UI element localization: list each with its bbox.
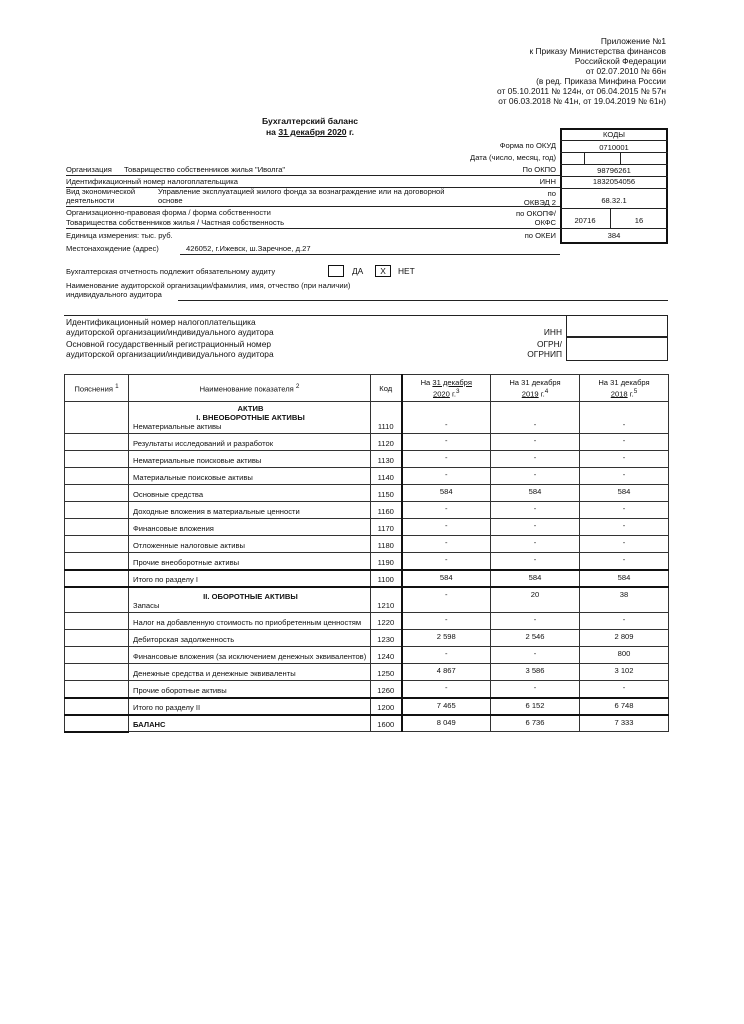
okpo-value: 98796261 [597,166,631,175]
balance-table [64,374,669,733]
inn-value: 1832054056 [592,177,636,186]
opf-label: Организационно-правовая форма / форма собственности [66,208,271,217]
value-cell-v3: 6 748 [580,698,669,715]
indicator-code: 1600 [371,715,402,732]
activity-value-line1: Управление эксплуатацией жилого фонда за вознаграждение или на договорной [158,187,445,196]
okved-label-line1: по [547,189,556,198]
auditor-inn-label [66,317,274,337]
indicator-name: Дебиторская задолженность [133,635,235,644]
auditor-name-label-line2: индивидуального аудитора [66,290,162,299]
auditor-ogrn-code [470,339,562,359]
table-row [65,681,669,698]
indicator-name-cell [129,434,371,451]
inn-code-label: ИНН [539,177,556,186]
okopf-label [380,209,556,227]
notes-cell [65,715,129,732]
appendix-line: Приложение №1 [600,36,666,46]
value-cell-v2: - [491,613,580,630]
value-cell-v2: - [491,519,580,536]
okved-value: 68.32.1 [601,196,627,205]
value-cell-v3: - [580,402,669,434]
indicator-name: Нематериальные активы [133,422,222,431]
value-cell-v1: - [402,587,491,613]
audit-question: Бухгалтерская отчетность подлежит обязательному аудиту [66,267,276,276]
table-row [65,519,669,536]
value-cell-v1: 2 598 [402,630,491,647]
auditor-inn-code: ИНН [543,327,562,337]
auditor-ogrn-label [66,339,274,359]
value-cell-v2: 2 546 [491,630,580,647]
indicator-name: Прочие внеоборотные активы [133,557,240,567]
auditor-name-label-line1: Наименование аудиторской организации/фамилия, имя, отчество (при наличии) [66,281,351,290]
header-col-2018: На 31 декабря 2018 г.$^5$ [580,375,669,402]
indicator-code: 1180 [371,536,402,553]
activity-label-line1: Вид экономической [66,187,136,196]
table-row [65,468,669,485]
table-row [65,698,669,715]
value-cell-v1: 8 049 [402,715,491,732]
value-cell-v3: - [580,468,669,485]
table-row [65,434,669,451]
value-cell-v2: 3 586 [491,664,580,681]
indicator-name-cell [129,536,371,553]
value-cell-v1: - [402,402,491,434]
value-cell-v3: - [580,519,669,536]
indicator-name: Финансовые вложения [133,524,214,533]
indicator-name: Итого по разделу I [133,574,198,584]
indicator-code: 1110 [371,402,402,434]
section-active-heading: АКТИВ [237,404,264,413]
value-cell-v1: - [402,613,491,630]
indicator-code: 1170 [371,519,402,536]
appendix-line: к Приказу Министерства финансов [529,46,666,56]
table-row [65,630,669,647]
appendix-line: (в ред. Приказа Минфина России [536,76,666,86]
table-row [65,715,669,732]
value-cell-v2: 6 736 [491,715,580,732]
okud-label: Форма по ОКУД [499,141,556,150]
indicator-name-cell [129,587,371,613]
table-header-row [65,375,669,402]
date-label: Дата (число, месяц, год) [470,153,556,162]
notes-cell [65,402,129,434]
auditor-ogrn-line2: аудиторской организации/индивидуального аудитора [66,349,274,359]
value-cell-v3: - [580,613,669,630]
indicator-code: 1190 [371,553,402,570]
value-cell-v1: - [402,468,491,485]
indicator-name: БАЛАНС [133,720,166,729]
notes-cell [65,502,129,519]
page-title [220,116,400,138]
okopf-label-line1: по ОКОПФ/ [516,209,556,218]
value-cell-v2: - [491,402,580,434]
auditor-ogrn-code-line2: ОГРНИП [527,349,562,359]
value-cell-v1: - [402,451,491,468]
activity-label [66,187,135,205]
audit-no-label: НЕТ [398,266,415,276]
audit-yes-label: ДА [352,266,364,276]
value-cell-v1: - [402,519,491,536]
inn-label: Идентификационный номер налогоплательщика [66,177,238,186]
value-cell-v2: 6 152 [491,698,580,715]
header-col-2020: На 31 декабря 2020 г.$^3$ [402,375,491,402]
table-row [65,502,669,519]
auditor-inn-box[interactable] [566,315,668,337]
indicator-name-cell [129,570,371,587]
section-2-heading: II. ОБОРОТНЫЕ АКТИВЫ [203,592,298,601]
value-cell-v1: 4 867 [402,664,491,681]
org-label: Организация [66,165,112,174]
notes-cell [65,570,129,587]
activity-label-line2: деятельности [66,196,115,205]
value-cell-v3: 584 [580,485,669,502]
activity-value [158,187,445,205]
auditor-name-label [66,281,350,299]
value-cell-v2: 584 [491,485,580,502]
value-cell-v1: - [402,681,491,698]
notes-cell [65,647,129,664]
table-row [65,536,669,553]
indicator-name: Налог на добавленную стоимость по приобретенным ценностям [133,618,362,627]
value-cell-v1: 7 465 [402,698,491,715]
table-row [65,485,669,502]
notes-cell [65,587,129,613]
title-date-line: на 31 декабря 2020 г. [265,127,355,137]
notes-cell [65,613,129,630]
indicator-code: 1220 [371,613,402,630]
indicator-code: 1120 [371,434,402,451]
indicator-code: 1260 [371,681,402,698]
appendix-line: от 05.10.2011 № 124н, от 06.04.2015 № 57н [497,86,666,96]
indicator-name-cell [129,451,371,468]
indicator-code: 1130 [371,451,402,468]
table-row [65,402,669,434]
value-cell-v3: 800 [580,647,669,664]
title-date: 31 декабря 2020 [278,127,347,137]
indicator-name: Итого по разделу II [133,702,201,712]
indicator-code: 1140 [371,468,402,485]
okved-label-line2: ОКВЭД 2 [523,198,556,207]
appendix-line: от 06.03.2018 № 41н, от 19.04.2019 № 61н) [498,96,666,106]
auditor-ogrn-box[interactable] [566,337,668,361]
value-cell-v3: - [580,553,669,570]
appendix-line: Российской Федерации [574,56,666,66]
indicator-name-cell [129,553,371,570]
value-cell-v3: 3 102 [580,664,669,681]
indicator-name-cell [129,468,371,485]
activity-value-line2: основе [158,196,183,205]
value-cell-v2: - [491,536,580,553]
indicator-code: 1150 [371,485,402,502]
indicator-name: Основные средства [133,490,204,499]
header-code: Код [371,375,402,402]
value-cell-v2: - [491,553,580,570]
indicator-code: 1210 [371,587,402,613]
value-cell-v2: - [491,647,580,664]
value-cell-v2: - [491,502,580,519]
indicator-name-cell [129,715,371,732]
value-cell-v1: - [402,502,491,519]
indicator-name-cell [129,698,371,715]
header-col-2019: На 31 декабря 2019 г.$^4$ [491,375,580,402]
value-cell-v1: 584 [402,570,491,587]
codes-header: КОДЫ [603,130,625,139]
okei-label: по ОКЕИ [524,231,556,240]
header-notes: Пояснения $^1$ [65,375,129,402]
okopf-label-line2: ОКФС [534,218,556,227]
value-cell-v2: - [491,468,580,485]
notes-cell [65,519,129,536]
notes-cell [65,681,129,698]
audit-yes-checkbox[interactable] [328,265,344,277]
value-cell-v3: 2 809 [580,630,669,647]
auditor-inn-line1: Идентификационный номер налогоплательщика [66,317,256,327]
value-cell-v3: - [580,434,669,451]
value-cell-v2: - [491,681,580,698]
title-line: Бухгалтерский баланс [261,116,359,126]
indicator-code: 1160 [371,502,402,519]
table-row [65,664,669,681]
okud-value: 0710001 [599,143,629,152]
table-row [65,647,669,664]
value-cell-v1: - [402,434,491,451]
indicator-name-cell [129,485,371,502]
notes-cell [65,468,129,485]
okfs-value: 16 [634,216,644,225]
indicator-name: Отложенные налоговые активы [133,541,246,550]
indicator-name-cell [129,519,371,536]
indicator-name: Финансовые вложения (за исключением денежных эквивалентов) [133,652,367,661]
value-cell-v1: - [402,536,491,553]
notes-cell [65,553,129,570]
table-row [65,587,669,613]
indicator-code: 1100 [371,570,402,587]
value-cell-v1: 584 [402,485,491,502]
value-cell-v3: - [580,681,669,698]
appendix-block [406,36,666,106]
section-1-heading: I. ВНЕОБОРОТНЫЕ АКТИВЫ [196,413,305,422]
address-label: Местонахождение (адрес) [66,244,159,253]
indicator-code: 1230 [371,630,402,647]
indicator-name-cell [129,502,371,519]
value-cell-v3: 7 333 [580,715,669,732]
value-cell-v2: - [491,434,580,451]
table-row [65,553,669,570]
indicator-name-cell [129,681,371,698]
notes-cell [65,664,129,681]
table-row [65,451,669,468]
indicator-name-cell [129,647,371,664]
indicator-name-cell [129,613,371,630]
indicator-name-cell [129,664,371,681]
value-cell-v3: - [580,451,669,468]
indicator-name: Материальные поисковые активы [133,473,253,482]
indicator-name-cell [129,402,371,434]
notes-cell [65,434,129,451]
indicator-code: 1250 [371,664,402,681]
value-cell-v3: 38 [580,587,669,613]
indicator-code: 1240 [371,647,402,664]
notes-cell [65,451,129,468]
appendix-line: от 02.07.2010 № 66н [585,66,666,76]
table-body [65,402,669,732]
notes-cell [65,485,129,502]
indicator-name-cell [129,630,371,647]
auditor-ogrn-code-line1: ОГРН/ [536,339,562,349]
auditor-ogrn-line1: Основной государственный регистрационный номер [66,339,272,349]
value-cell-v3: - [580,536,669,553]
address-value: 426052, г.Ижевск, ш.Заречное, д.27 [186,244,311,253]
table-row [65,570,669,587]
okopf-value: 20716 [574,216,596,225]
unit-label: Единица измерения: тыс. руб. [66,231,173,240]
notes-cell [65,698,129,715]
value-cell-v3: 584 [580,570,669,587]
notes-cell [65,630,129,647]
value-cell-v2: - [491,451,580,468]
value-cell-v2: 584 [491,570,580,587]
indicator-name: Результаты исследований и разработок [133,439,274,448]
value-cell-v2: 20 [491,587,580,613]
org-value: Товарищество собственников жилья "Иволга" [124,165,286,174]
value-cell-v1: - [402,553,491,570]
opf-value: Товарищества собственников жилья / Частная собственность [66,218,285,227]
okpo-label: По ОКПО [522,165,556,174]
value-cell-v3: - [580,502,669,519]
indicator-name: Запасы [133,601,160,610]
audit-no-checkbox[interactable]: X [375,265,391,277]
indicator-name: Доходные вложения в материальные ценности [133,507,300,516]
indicator-name: Денежные средства и денежные эквиваленты [133,669,296,678]
auditor-inn-line2: аудиторской организации/индивидуального аудитора [66,327,274,337]
table-row [65,613,669,630]
notes-cell [65,536,129,553]
indicator-name: Прочие оборотные активы [133,685,227,695]
header-name: Наименование показателя $^2$ [129,375,371,402]
indicator-name: Нематериальные поисковые активы [133,456,262,465]
value-cell-v1: - [402,647,491,664]
okei-value: 384 [607,231,621,240]
indicator-code: 1200 [371,698,402,715]
